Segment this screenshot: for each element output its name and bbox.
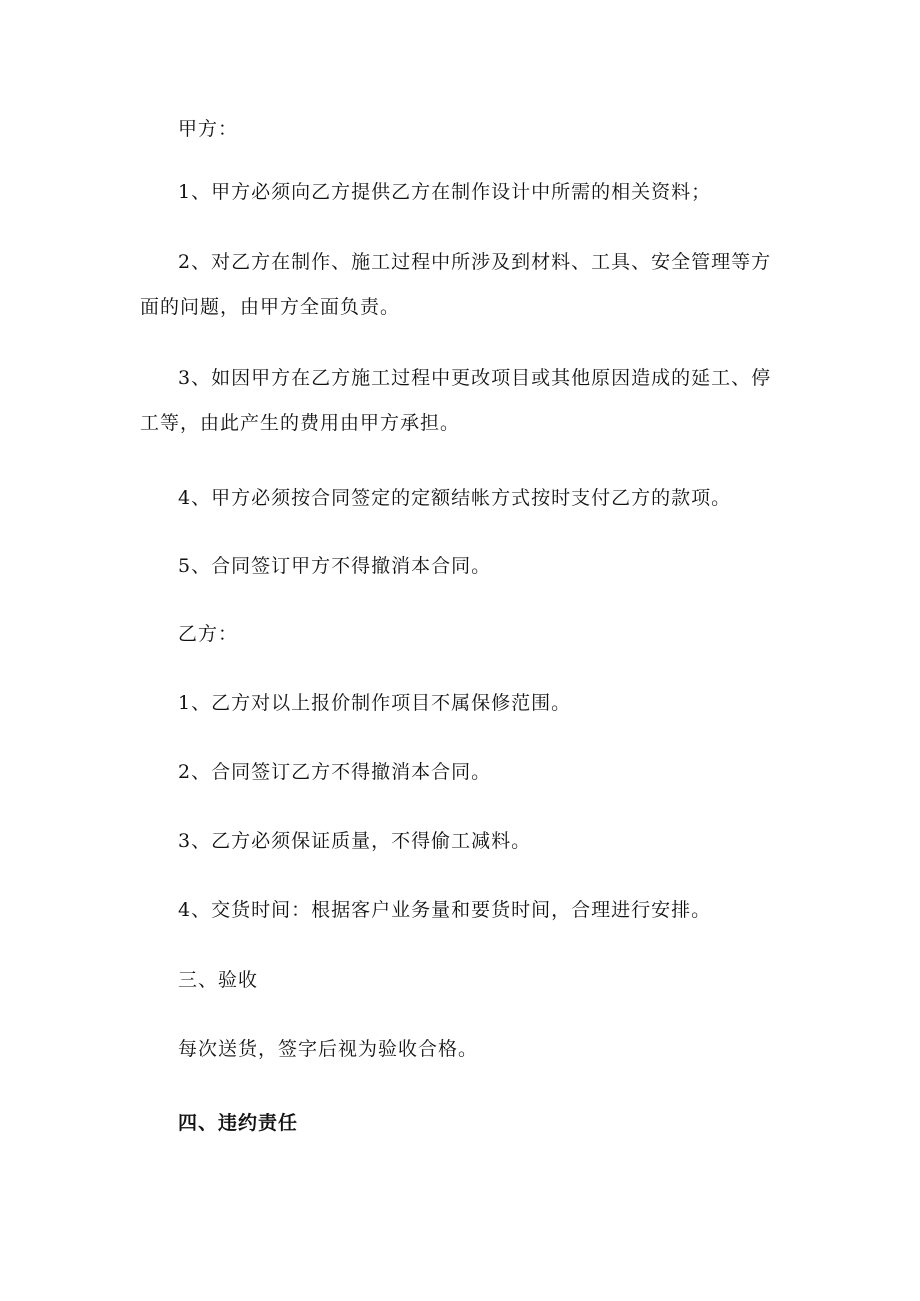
party-b-heading: 乙方：: [178, 623, 239, 645]
party-b-item-4: 4、交货时间：根据客户业务量和要货时间，合理进行安排。: [178, 899, 712, 921]
party-b-item-3: 3、乙方必须保证质量，不得偷工减料。: [178, 830, 532, 852]
party-a-item-1: 1、甲方必须向乙方提供乙方在制作设计中所需的相关资料；: [178, 181, 712, 203]
acceptance-text: 每次送货，签字后视为验收合格。: [178, 1038, 479, 1060]
party-a-item-2: 2、对乙方在制作、施工过程中所涉及到材料、工具、安全管理等方面的问题，由甲方全面负责。: [140, 251, 772, 318]
party-a-heading: 甲方：: [178, 118, 239, 140]
party-a-item-5: 5、合同签订甲方不得撤消本合同。: [178, 555, 492, 577]
party-a-item-3: 3、如因甲方在乙方施工过程中更改项目或其他原因造成的延工、停工等，由此产生的费用由甲方承担。: [140, 367, 772, 434]
section-acceptance-heading: 三、验收: [178, 969, 259, 991]
party-b-item-2: 2、合同签订乙方不得撤消本合同。: [178, 761, 492, 783]
party-a-item-4: 4、甲方必须按合同签定的定额结帐方式按时支付乙方的款项。: [178, 487, 732, 509]
section-liability-heading: 四、违约责任: [178, 1112, 299, 1134]
party-b-item-1: 1、乙方对以上报价制作项目不属保修范围。: [178, 692, 572, 714]
